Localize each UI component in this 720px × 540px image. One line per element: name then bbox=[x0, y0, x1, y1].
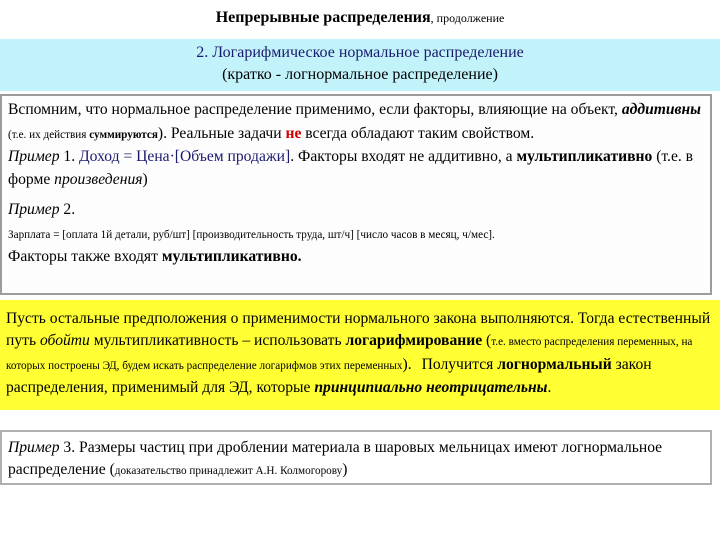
intro-text-e: ). Реальные задачи bbox=[157, 124, 286, 142]
example1 bbox=[8, 146, 705, 191]
ln-note: т.е. вместо распределения переменных, на которых построены ЭД, будем искать распределение логарифмов этих переменных bbox=[6, 335, 693, 372]
ln-bypass: обойти bbox=[39, 331, 90, 349]
subtitle-box bbox=[0, 39, 720, 91]
normal-distribution-block bbox=[0, 94, 712, 295]
ln-text-j: закон распределения, применимый для ЭД, которые bbox=[6, 355, 652, 397]
example3-block bbox=[0, 430, 712, 485]
example2-conclusion bbox=[8, 246, 705, 269]
intro-text-a: Вспомним, что нормальное распределение применимо, если факторы, влияющие на объект, bbox=[8, 101, 622, 118]
ln-text-c: мультипликативность – использовать bbox=[89, 331, 346, 349]
ln-logarithm: логарифмирование bbox=[345, 331, 483, 349]
subtitle-line2: (кратко - логнормальное распределение) bbox=[222, 66, 498, 83]
example2-multiplicative: мультипликативно. bbox=[161, 248, 302, 265]
ln-text-h: Получится bbox=[421, 355, 498, 373]
example1-text: . Факторы входят не аддитивно, а bbox=[290, 148, 517, 165]
intro-additive: аддитивны bbox=[621, 101, 701, 118]
example2-heading bbox=[8, 199, 705, 222]
title-main: Непрерывные распределения bbox=[215, 9, 431, 26]
example3-paragraph bbox=[8, 437, 705, 482]
example2-text: Факторы также входят bbox=[8, 248, 162, 265]
example2-num: 2. bbox=[59, 201, 76, 218]
example3-label: Пример bbox=[8, 439, 60, 456]
title-sub: , продолжение bbox=[430, 11, 505, 25]
ln-text-a: Пусть остальные предположения о применимости нормального закона выполняются. Тогда естественный путь bbox=[6, 310, 711, 349]
ln-text-l: . bbox=[547, 379, 552, 397]
example2-label: Пример bbox=[8, 201, 60, 218]
lognormal-block bbox=[0, 300, 720, 410]
example1-multiplicative: мультипликативно bbox=[516, 148, 653, 165]
intro-text-c: (т.е. их действия bbox=[8, 128, 90, 141]
slide-title bbox=[0, 0, 720, 34]
example3-close: ) bbox=[342, 461, 348, 478]
example1-formula: Доход = Цена·[Объем продажи] bbox=[79, 148, 291, 165]
intro-not: не bbox=[285, 124, 302, 142]
lognormal-paragraph bbox=[6, 308, 714, 399]
intro-text-g: всегда обладают таким свойством. bbox=[301, 124, 535, 142]
subtitle-line1: 2. Логарифмическое нормальное распределение bbox=[196, 44, 524, 61]
example3-proof: доказательство принадлежит А.Н. Колмогорову bbox=[114, 465, 343, 477]
intro-summed: суммируются bbox=[89, 128, 158, 141]
example1-product: произведения bbox=[54, 170, 143, 188]
example2-formula: Зарплата = [оплата 1й детали, руб/шт] [производительность труда, шт/ч] [число часов в месяц, ч/мес]. bbox=[8, 228, 495, 241]
example1-paren-c: ) bbox=[142, 170, 148, 188]
example3-text: 3. Размеры частиц при дроблении материала в шаровых мельницах имеют логнормальное распределение ( bbox=[8, 439, 663, 478]
example1-paren-a: (т.е. в форме bbox=[8, 148, 694, 188]
example1-num: 1. bbox=[59, 148, 80, 165]
ln-text-e: ( bbox=[482, 331, 492, 349]
ln-lognormal: логнормальный bbox=[497, 355, 612, 373]
intro-paragraph bbox=[8, 99, 705, 146]
example1-label: Пример bbox=[8, 148, 60, 165]
ln-nonnegative: принципиально неотрицательны bbox=[314, 379, 548, 397]
ln-text-g: ). bbox=[402, 355, 412, 373]
